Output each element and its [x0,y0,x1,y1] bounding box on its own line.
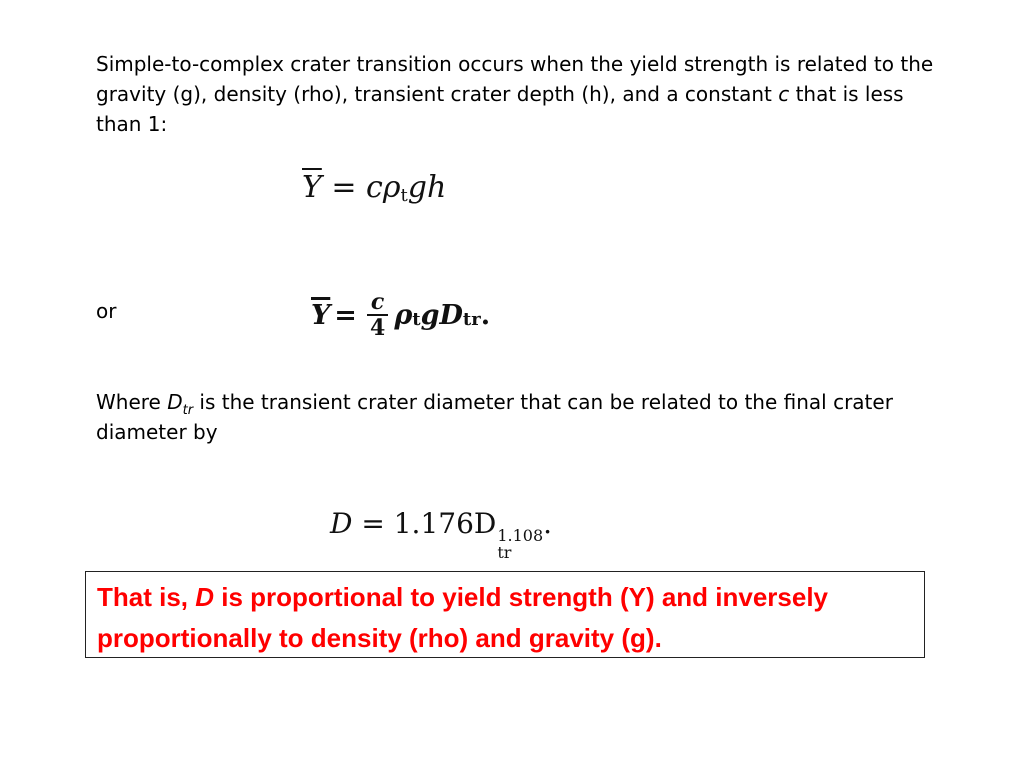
callout-text-2: is proportional to yield strength (Y) and inversely proportionally to density (rho) and gravity (g). [97,582,829,653]
eq2-subscript: tr [462,308,481,330]
eq2-rho: ρ [394,299,413,331]
eq2-rho-subscript: t [412,308,421,330]
callout-d: D [195,582,215,612]
eq3-exponent: 1.108 [497,526,544,545]
where-paragraph [96,387,896,447]
conclusion-callout [85,571,925,658]
eq2-equals: = [334,299,357,331]
intro-text-2: that is less than 1: [96,82,904,136]
eq2-fraction [367,290,388,340]
or-label: or [96,299,117,323]
eq3-equals: = [361,507,385,540]
constant-c: c [778,82,790,106]
equation-yield-depth [302,170,446,205]
eq1-y-bar: $\overline{Y}$ [302,170,322,205]
eq2-numerator: c [367,290,388,316]
where-text-2: is the transient crater diameter that can be related to the final crater diameter by [96,390,893,444]
callout-text [97,577,924,659]
eq1-rhs-pre: cρ [366,170,401,205]
eq2-y-bar: $\overline{Y}$ [311,299,331,331]
equation-final-diameter [330,507,552,561]
eq1-subscript: t [400,185,408,206]
intro-paragraph [96,49,936,139]
eq2-g-d: gD [420,299,463,331]
eq2-period: . [480,299,491,331]
eq1-equals: = [331,170,357,205]
where-text-1: Where [96,390,168,414]
callout-text-1: That is, [97,582,196,612]
eq1-rhs-post: gh [407,170,447,205]
where-subscript: tr [182,403,194,418]
eq2-denominator: 4 [369,315,386,341]
eq3-scripts [497,527,543,561]
where-d: D [167,390,183,414]
equation-yield-diameter [311,290,490,340]
eq3-coefficient: 1.176D [393,507,497,540]
eq3-period: . [543,507,553,540]
eq3-subscript: tr [497,543,512,562]
eq3-lhs: D [330,507,353,540]
intro-text-1: Simple-to-complex crater transition occurs when the yield strength is related to the gravity (g), density (rho), transient crater depth (h), and a constant [96,52,934,106]
